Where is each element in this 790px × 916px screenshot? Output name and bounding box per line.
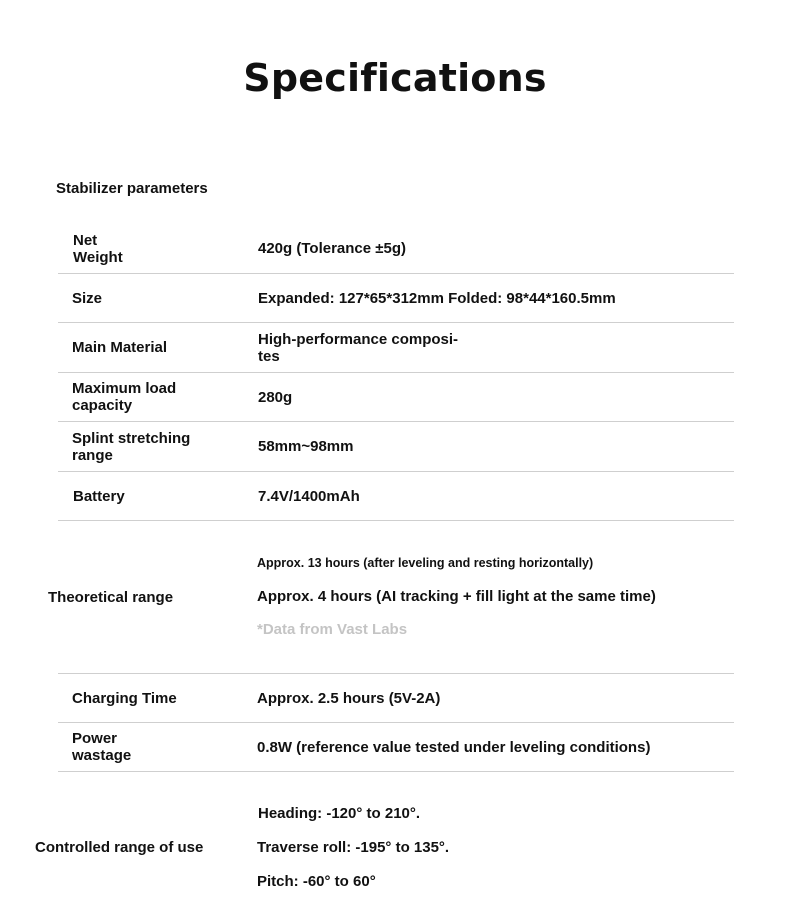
range-data-note: *Data from Vast Labs (257, 621, 408, 638)
spec-row-charging-time (58, 674, 734, 723)
spec-value: Approx. 2.5 hours (5V-2A) (257, 689, 441, 707)
spec-label: Battery (73, 487, 125, 505)
spec-label: Splint stretching range (72, 429, 191, 464)
spec-value: 420g (Tolerance ±5g) (258, 240, 407, 257)
page-title: Specifications (243, 56, 547, 100)
spec-row-battery (58, 472, 734, 521)
spec-row-size (58, 274, 734, 323)
spec-row-main-material (58, 323, 734, 373)
heading-range: Heading: -120° to 210°. (258, 805, 421, 822)
spec-value: 7.4V/1400mAh (258, 487, 360, 505)
pitch-range: Pitch: -60° to 60° (257, 873, 376, 890)
spec-row-max-load (58, 373, 734, 422)
range-line-tracking: Approx. 4 hours (AI tracking + fill light at the same time) (257, 588, 656, 605)
spec-label: Power wastage (72, 730, 132, 764)
spec-value: 280g (258, 388, 293, 406)
roll-range: Traverse roll: -195° to 135°. (257, 839, 450, 856)
spec-label: Main Material (72, 339, 168, 356)
theoretical-range-label: Theoretical range (48, 589, 174, 606)
spec-label: Charging Time (72, 689, 177, 707)
controlled-range-label: Controlled range of use (35, 839, 204, 856)
spec-value: Expanded: 127*65*312mm Folded: 98*44*160.5mm (258, 289, 616, 307)
spec-value: High-performance composi- tes (258, 330, 459, 365)
spec-label: Net Weight (73, 231, 123, 266)
spec-label: Maximum load capacity (72, 380, 177, 414)
spec-value: 0.8W (reference value tested under leveling conditions) (257, 738, 651, 756)
spec-row-net-weight (58, 224, 734, 274)
spec-label: Size (72, 289, 103, 307)
spec-row-power-wastage (58, 723, 734, 772)
range-line-resting: Approx. 13 hours (after leveling and resting horizontally) (257, 556, 594, 570)
section-heading: Stabilizer parameters (56, 180, 208, 197)
spec-value: 58mm~98mm (258, 438, 354, 455)
spec-row-splint-range (58, 422, 734, 472)
